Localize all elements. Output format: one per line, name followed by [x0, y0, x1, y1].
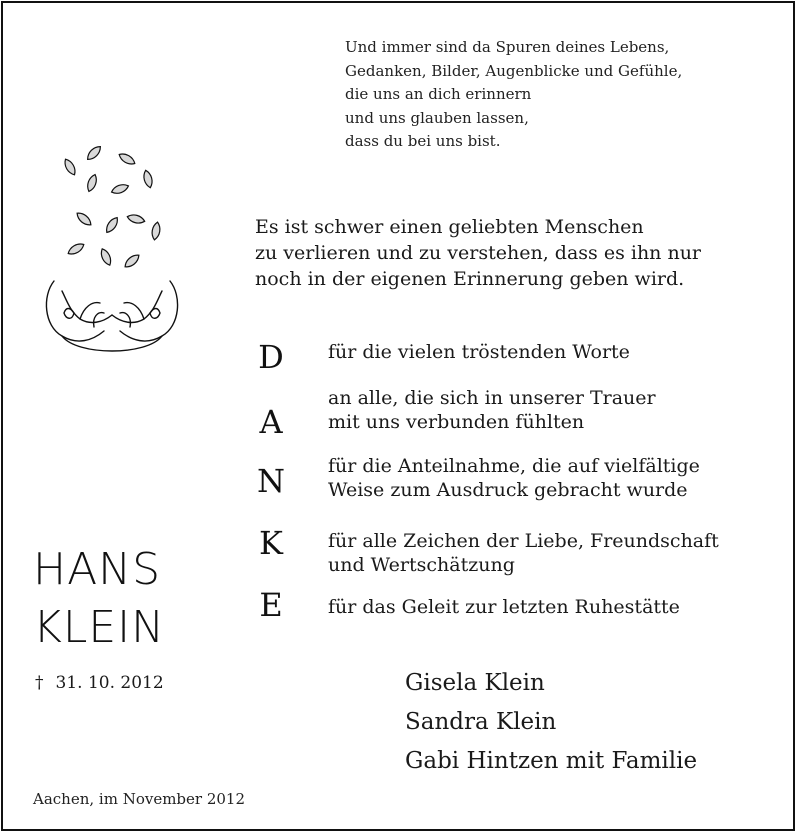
- family-name: Sandra Klein: [405, 709, 557, 735]
- thanks-item: [328, 386, 656, 434]
- death-date: [35, 673, 164, 693]
- poem: [345, 36, 682, 154]
- intro-line: Es ist schwer einen geliebten Menschen: [255, 216, 644, 238]
- hands-with-falling-leaves-icon: [32, 131, 192, 381]
- deceased-last-name: KLEIN: [33, 602, 166, 653]
- thanks-line: für alle Zeichen der Liebe, Freundschaft: [328, 530, 719, 552]
- danke-letter-e: E: [259, 586, 283, 624]
- thanks-line: an alle, die sich in unserer Trauer: [328, 387, 656, 409]
- thanks-item: [328, 529, 719, 577]
- danke-letter-n: N: [257, 462, 285, 500]
- thanks-line: und Wertschätzung: [328, 554, 515, 576]
- thanks-line: für die vielen tröstenden Worte: [328, 341, 630, 363]
- poem-line: Gedanken, Bilder, Augenblicke und Gefühle,: [345, 61, 683, 80]
- poem-line: Und immer sind da Spuren deines Lebens,: [345, 38, 670, 56]
- thanks-line: für das Geleit zur letzten Ruhestätte: [328, 596, 680, 618]
- poem-line: dass du bei uns bist.: [345, 132, 501, 150]
- danke-letter-a: A: [259, 403, 283, 441]
- thanks-item: [328, 340, 630, 364]
- poem-line: und uns glauben lassen,: [345, 108, 529, 127]
- deceased-first-name: HANS: [33, 544, 162, 595]
- danke-letter-d: D: [258, 338, 284, 376]
- thanks-line: mit uns verbunden fühlten: [328, 411, 585, 433]
- place-date: Aachen, im November 2012: [33, 790, 246, 808]
- family-name: Gabi Hintzen mit Familie: [405, 748, 698, 774]
- thanks-line: Weise zum Ausdruck gebracht wurde: [328, 479, 688, 501]
- thanks-line: für die Anteilnahme, die auf vielfältige: [328, 455, 700, 477]
- danke-letter-k: K: [259, 524, 283, 562]
- family-name: Gisela Klein: [405, 670, 545, 696]
- intro-line: noch in der eigenen Erinnerung geben wird.: [255, 268, 685, 290]
- death-date-value: 31. 10. 2012: [55, 673, 164, 693]
- cross-icon: †: [35, 673, 44, 693]
- poem-line: die uns an dich erinnern: [345, 85, 532, 103]
- intro-line: zu verlieren und zu verstehen, dass es ihn nur: [255, 242, 702, 264]
- thanks-item: [328, 454, 700, 502]
- thanks-item: [328, 595, 680, 619]
- intro-text: [255, 214, 701, 292]
